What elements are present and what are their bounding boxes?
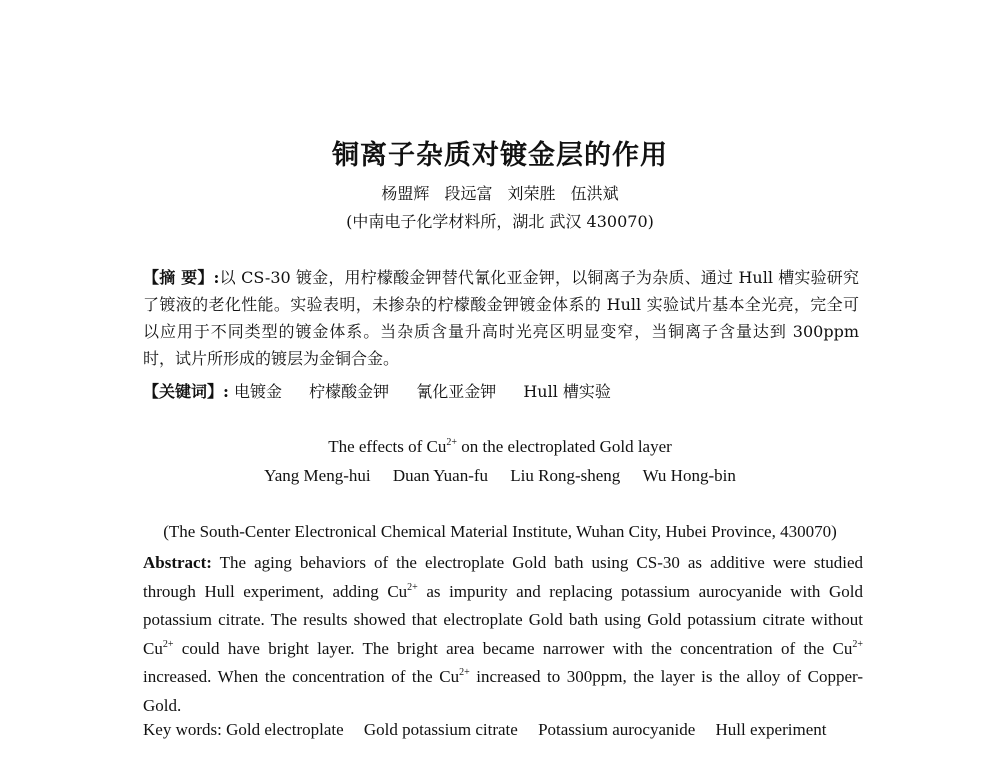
chinese-abstract-text: 以 CS-30 镀金，用柠檬酸金钾替代氰化亚金钾，以铜离子为杂质、通过 Hull 槽实验研究了镀液的老化性能。实验表明，未掺杂的柠檬酸金钾镀金体系的 Hull 实验试片基本全光亮，完全可以应用于不同类型的镀金体系。当杂质含量升高时光亮区明显变窄，当铜离子含量达到 300ppm 时，试片所形成的镀层为金铜合金。 xyxy=(143,268,859,368)
english-abstract-text: could have bright layer. The bright area became narrower with the concentration of the Cu xyxy=(173,638,853,658)
superscript: 2+ xyxy=(852,638,863,650)
english-author: Liu Rong-sheng xyxy=(510,466,621,485)
chinese-keyword: Hull 槽实验 xyxy=(523,382,611,401)
english-keyword: Potassium aurocyanide xyxy=(538,720,696,739)
chinese-keyword: 氰化亚金钾 xyxy=(416,382,497,401)
chinese-keyword: 柠檬酸金钾 xyxy=(309,382,390,401)
english-abstract xyxy=(143,549,863,720)
english-title-text-end: on the electroplated Gold layer xyxy=(457,437,672,456)
chinese-title: 铜离子杂质对镀金层的作用 xyxy=(332,140,668,171)
english-title-superscript: 2+ xyxy=(446,437,458,448)
superscript: 2+ xyxy=(459,667,470,678)
superscript: 2+ xyxy=(407,581,418,593)
chinese-abstract-label: 【摘 要】: xyxy=(143,268,220,287)
english-abstract-label: Abstract: xyxy=(143,553,212,572)
english-author: Duan Yuan-fu xyxy=(392,466,489,485)
english-keyword: Gold potassium citrate xyxy=(363,720,518,739)
english-keywords xyxy=(143,720,863,740)
english-author: Wu Hong-bin xyxy=(642,466,736,485)
english-abstract-text: increased to 300ppm, the layer is the alloy of Copper-Gold. xyxy=(143,667,864,715)
english-title-text: The effects of Cu xyxy=(328,437,447,456)
english-abstract-text: The aging behaviors of the electroplate Gold bath using CS-30 as additive were studied through Hull experiment, adding Cu xyxy=(143,553,863,601)
english-abstract-text: as impurity and replacing potassium aurocyanide with Gold potassium citrate. The results showed that electroplate Gold bath using Gold potassium citrate without Cu xyxy=(143,581,863,658)
chinese-abstract xyxy=(143,264,859,372)
chinese-keywords-label: 【关键词】: xyxy=(143,382,229,401)
chinese-keyword: 电镀金 xyxy=(234,382,283,401)
english-keyword: Hull experiment xyxy=(715,720,827,739)
english-abstract-text: increased. When the concentration of the Cu xyxy=(143,667,460,686)
superscript: 2+ xyxy=(162,638,174,650)
english-affiliation: (The South-Center Electronical Chemical Material Institute, Wuhan City, Hubei Province, 430070) xyxy=(163,522,837,541)
english-keyword: Gold electroplate xyxy=(226,720,344,739)
english-author: Yang Meng-hui xyxy=(264,466,371,485)
chinese-keywords xyxy=(143,379,859,402)
chinese-authors: 杨盟辉 段远富 刘荣胜 伍洪斌 xyxy=(381,184,619,203)
english-title xyxy=(0,437,1000,457)
english-authors xyxy=(0,466,1000,486)
english-keywords-label: Key words: xyxy=(143,720,222,739)
chinese-affiliation: (中南电子化学材料所，湖北 武汉 430070) xyxy=(346,212,654,231)
